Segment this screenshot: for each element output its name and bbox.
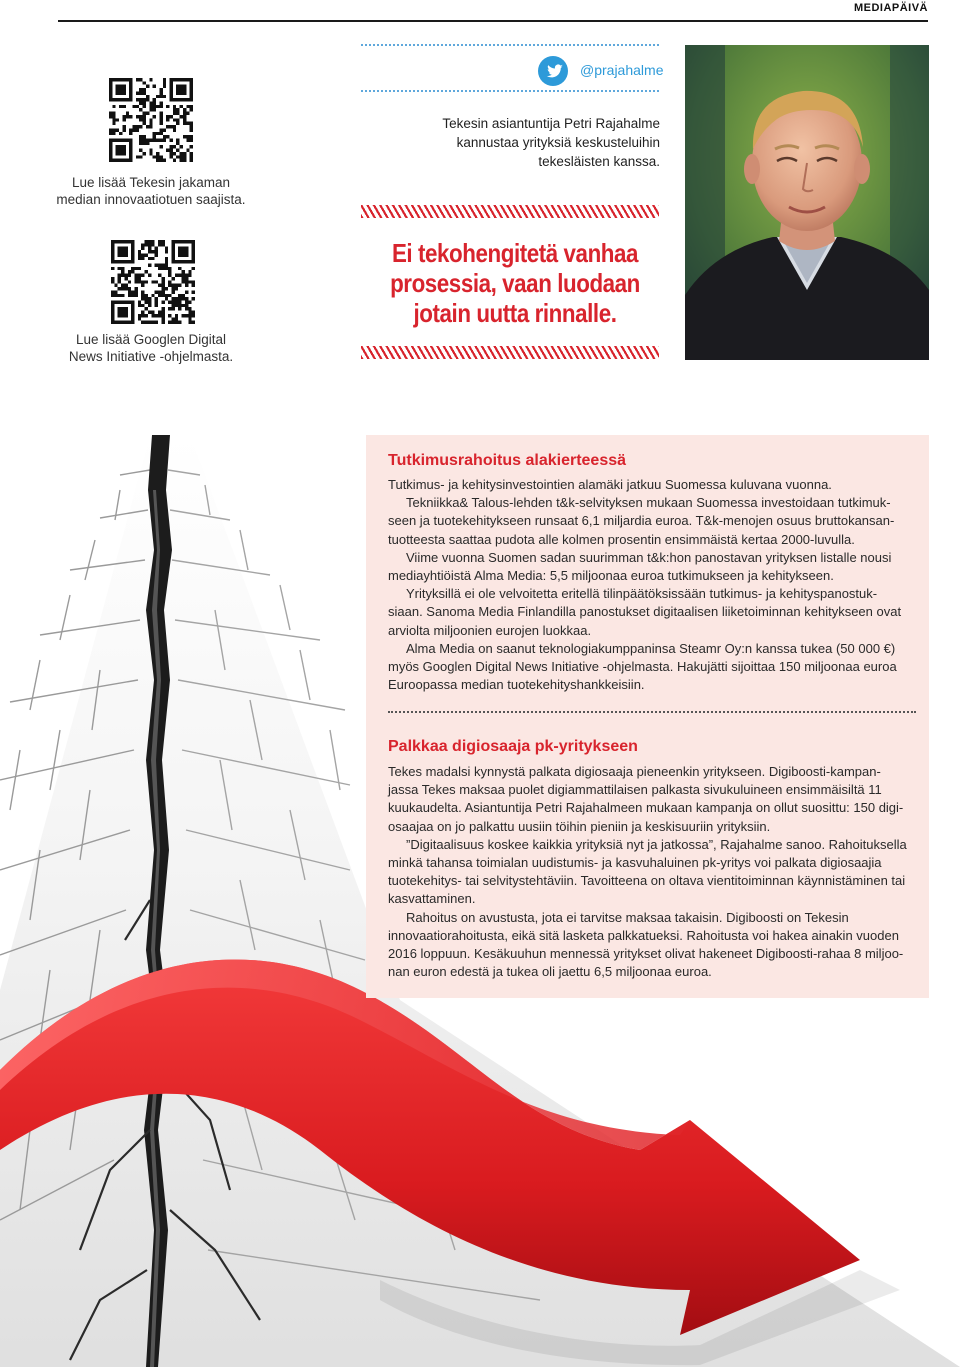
- article2-paragraph: Tekes madalsi kynnystä palkata digiosaaja pieneenkin yritykseen. Digiboosti-kampan-jassa Tekes maksaa puolet digiammattilaisen palkasta sivukuluineen ensimmäisiltä 11 kuukaudelta. Asiantuntija Petri Rajahalmeen mukaan kampanja on ollut suosittu: 150 digi-osaajaa on jo palkattu uusiin töihin pieniin ja keskisuuriin yrityksiin.: [388, 764, 904, 834]
- article1-paragraph: Alma Media on saanut teknologiakumppaninsa Steamr Oy:n kanssa tukea (50 000 €) myös Googlen Digital News Initiative -ohjelmasta. Hakujätti sijoittaa 150 miljoonaa euroa Euroopassa median tuotekehityshankkeisiin.: [388, 640, 897, 693]
- qr-caption-line: Lue lisää Tekesin jakaman: [71, 175, 231, 190]
- article1-paragraph: Yrityksillä ei ole velvoitetta eritellä tilinpäätöksissään tutkimus- ja kehityspanostuk-siaan. Sanoma Media Finlandilla panostukset digitaalisen liiketoiminnan kehitykseen ovat arviolta miljoonien eurojen luokkaa.: [388, 586, 902, 638]
- qr-caption-google: [46, 331, 256, 365]
- pull-quote-line: Ei tekohengitetä vanhaa: [391, 238, 639, 268]
- dotted-divider: [388, 711, 916, 713]
- intro-line: tekesläisten kanssa.: [538, 154, 660, 169]
- intro-text: [360, 114, 660, 171]
- article2-paragraph: ”Digitaalisuus koskee kaikkia yrityksiä nyt ja jatkossa”, Rajahalme sanoo. Rahoituksella minkä tahansa toimialan uudistumis- ja kasvuhaluinen pk-yritys voi palkata digiosaajia tuotekehitys- tai selvitystehtäviin. Tavoitteena on oltava vientitoiminnan käynnistäminen tai kasvattaminen.: [388, 836, 907, 907]
- intro-line: Tekesin asiantuntija Petri Rajahalme: [442, 116, 660, 131]
- qr-caption-line: median innovaatiotuen saajista.: [56, 192, 246, 207]
- article2-body: [388, 763, 910, 981]
- hatch-divider-bottom: [361, 346, 659, 359]
- qr-caption-tekes: [46, 174, 256, 208]
- portrait-photo: [685, 45, 929, 360]
- qr-caption-line: Lue lisää Googlen Digital: [75, 332, 227, 347]
- qr-code-tekes[interactable]: [109, 78, 193, 162]
- twitter-bird-icon[interactable]: [538, 56, 568, 86]
- article1-paragraph: Tekniikka& Talous-lehden t&k-selvityksen mukaan Suomessa investoidaan tutkimuk-seen ja tuotekehitykseen runsaat 6,1 miljardia euroa. T&k-menojen osuus bruttokansan-tuotteesta saattaa pudota alle kolmen prosentin ensimmäistä kertaa 2000-luvulla.: [388, 495, 895, 547]
- section-label: MEDIAPÄIVÄ: [853, 2, 928, 14]
- dotted-divider: [361, 90, 659, 92]
- pull-quote-line: jotain uutta rinnalle.: [413, 298, 617, 328]
- article2-paragraph: Rahoitus on avustusta, jota ei tarvitse maksaa takaisin. Digiboosti on Tekesin innovaatiorahoitusta, eikä sitä lasketa palkkatueksi. Rahoitusta voi hakea ainakin vuoden 2016 loppuun. Kesäkuuhun mennessä yritykset olivat hakeneet Digiboosti-rahaa 8 miljoo-nan euron edestä ja tukea oli jaettu 6,5 miljoonaa euroa.: [388, 909, 904, 980]
- qr-caption-line: News Initiative -ohjelmasta.: [68, 349, 234, 364]
- dotted-divider: [361, 44, 659, 46]
- article1-body: [388, 476, 910, 694]
- hatch-divider-top: [361, 205, 659, 218]
- twitter-handle[interactable]: @prajahalme: [580, 62, 664, 78]
- header-rule: [58, 20, 928, 22]
- intro-line: kannustaa yrityksiä keskusteluihin: [456, 135, 660, 150]
- pull-quote-line: prosessia, vaan luodaan: [390, 268, 640, 298]
- article1-paragraph: Tutkimus- ja kehitysinvestointien alamäki jatkuu Suomessa kuluvana vuonna.: [388, 477, 832, 492]
- article1-heading: Tutkimusrahoitus alakierteessä: [388, 452, 627, 469]
- article2-heading: Palkkaa digiosaaja pk-yritykseen: [388, 738, 638, 755]
- pull-quote: [382, 238, 649, 328]
- article1-paragraph: Viime vuonna Suomen sadan suurimman t&k:hon panostavan yrityksen listalle nousi mediayhtiöistä Alma Media: 5,5 miljoonaa euroa tutkimukseen ja kehitykseen.: [388, 549, 892, 584]
- qr-code-google[interactable]: [111, 240, 195, 324]
